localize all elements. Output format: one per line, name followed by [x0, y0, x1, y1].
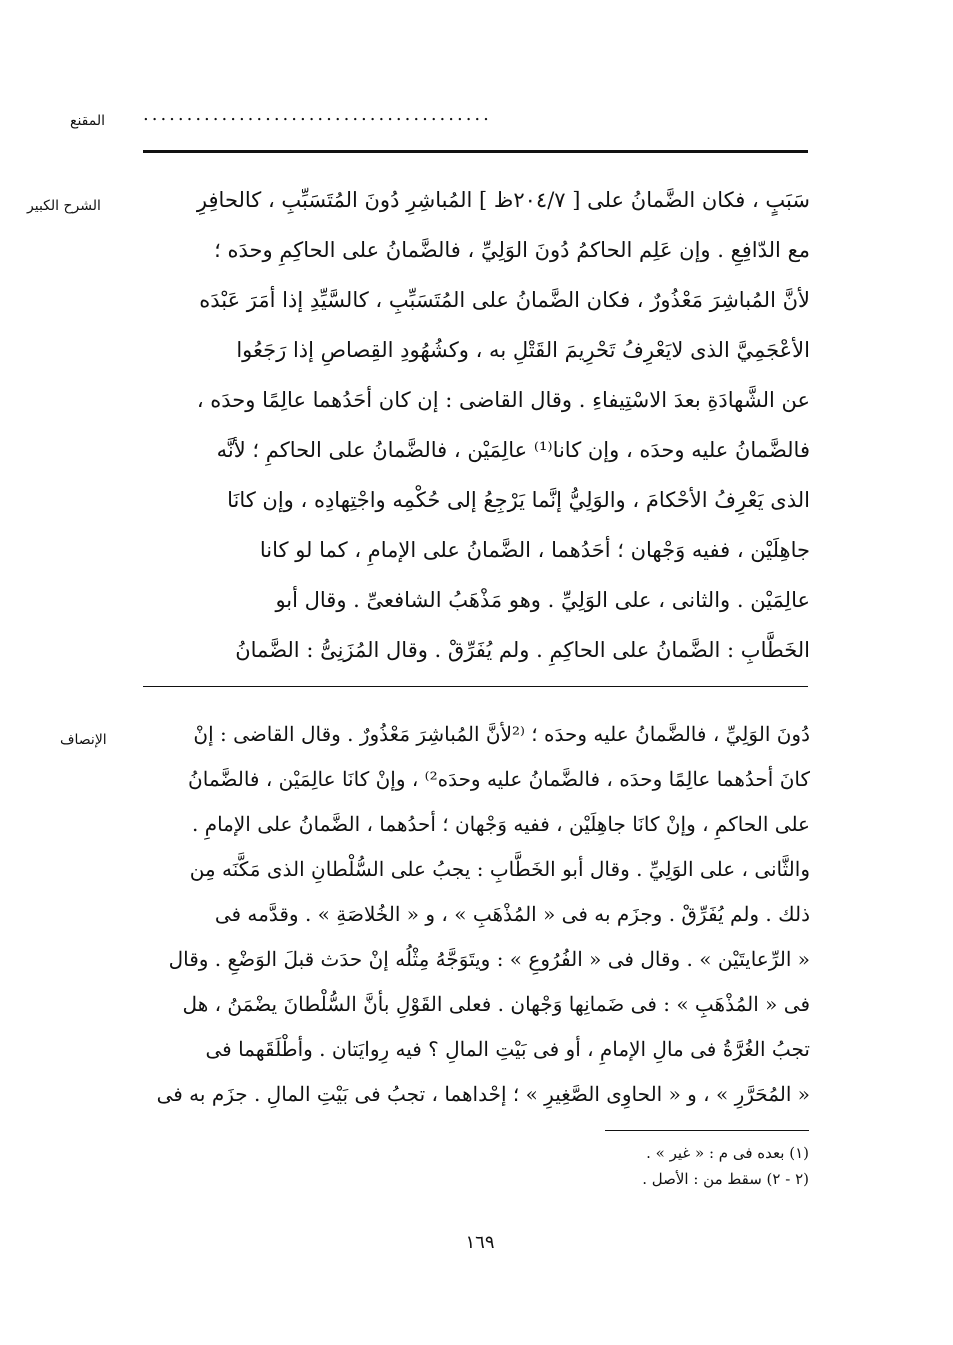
header-dots: ........................................	[143, 104, 492, 125]
insaf-line: تجبُ الغُرَّةُ فى مالِ الإمامِ ، أو فى بَيْتِ المالِ ؟ فيه رِوايَتان . وأطْلَقَهما فى	[205, 1037, 810, 1061]
sharh-line: لأنَّ المُباشِرَ مَعْذُورٌ ، فكان الضَّمانُ على المُتَسَبِّبِ ، كالسَّيِّدِ إذا أمَرَ عَبْدَه	[199, 288, 810, 312]
sharh-text	[135, 175, 810, 675]
sharh-line: سَبَبٍ ، فكان الضَّمانُ على [ ٢٠٤/٧ظ ] المُباشِرِ دُونَ المُتَسَبِّبِ ، كالحافِرِ	[196, 188, 810, 212]
header-rule	[143, 150, 808, 153]
sharh-line: جاهِلَيْن ، ففيه وَجْهان ؛ أحَدُهما ، الضَّمانُ على الإمامِ ، كما لو كانا	[259, 538, 810, 562]
page-number: ١٦٩	[465, 1232, 495, 1253]
sharh-line: مع الدّافِعِ . وإن عَلِم الحاكمُ دُونَ الوَلِيِّ ، فالضَّمانُ على الحاكِمِ وحدَه ؛	[214, 238, 810, 262]
sharh-line: الذى يَعْرِفُ الأحْكامَ ، والوَلِيُّ إنَّما يَرْجِعُ إلى حُكْمِه واجْتِهادِه ، وإن كانَا	[227, 488, 810, 512]
footnote-rule	[605, 1130, 809, 1131]
insaf-label: الإنصاف	[60, 732, 107, 748]
footnotes	[500, 1140, 809, 1192]
sharh-line: الخَطَّابِ : الضَّمانُ على الحاكِمِ . ولم يُفَرِّقْ . وقال المُزَنِىُّ : الضَّمانُ	[235, 638, 810, 662]
sharh-line: عالِمَيْن . والثانى ، على الوَلِيِّ . وهو مَذْهَبُ الشافعىِّ . وقال أبو	[275, 588, 810, 612]
insaf-line: كانَ أحدُهما عالِمًا وحدَه ، فالضَّمانُ عليه وحدَه²⁾ ، وإنْ كانَا عالِمَيْن ، فالضَّمانُ	[188, 767, 810, 791]
footnote: (٢ - ٢) سقط من : الأصل .	[642, 1170, 809, 1188]
sharh-label: الشرح الكبير	[27, 198, 101, 214]
sharh-line: فالضَّمانُ عليه وحدَه ، وإن كانا⁽¹⁾ عالِمَيْن ، فالضَّمانُ على الحاكمِ ؛ لأنَّه	[216, 438, 810, 462]
insaf-line: على الحاكمِ ، وإنْ كانَا جاهِلَيْن ، ففيه وَجْهان ؛ أحدُهما ، الضَّمانُ على الإمامِ .	[191, 812, 810, 836]
insaf-line: فى « المُذْهَبِ » : فى ضَمانِها وَجْهان . فعلى القَوْلِ بأنَّ السُّلْطانَ يضْمَنُ ، هل	[182, 992, 810, 1016]
insaf-line: دُونَ الوَلِيِّ ، فالضَّمانُ عليه وحدَه ؛ ⁽²لأنَّ المُباشِرَ مَعْذُورٌ . وقال القاضى : إنْ	[193, 722, 810, 746]
section-divider	[143, 686, 808, 687]
running-title: المقنع	[70, 113, 106, 129]
insaf-line: « المُحَرَّرِ » ، و « الحاوِى الصَّغِيرِ » ؛ إحْداهما ، تجبُ فى بَيْتِ المالِ . جزَم به فى	[156, 1082, 810, 1106]
sharh-line: الأعْجَمِيَّ الذى لايَعْرِفُ تَحْرِيمَ القَتْلِ به ، وكشُهُودِ القِصاصِ إذا رَجَعُوا	[236, 338, 810, 362]
insaf-line: والثَّانى ، على الوَلِيِّ . وقال أبو الخَطَّابِ : يجبُ على السُّلْطانِ الذى مَكَّنَه مِن	[189, 857, 810, 881]
insaf-line: « الرِّعايتَيْن » . وقال فى « الفُرُوعِ » : ويتَوَجَّهُ مِثْلُه إنْ حدَث قبلَ الوَضْعِ . وقال	[168, 947, 810, 971]
sharh-line: عن الشَّهادَةِ بعدَ الاسْتِيفاءِ . وقال القاضى : إن كان أحَدُهما عالِمًا وحدَه ،	[196, 388, 810, 412]
insaf-line: ذلك . ولم يُفَرِّقْ . وجزَم به فى « المُذْهَبِ » ، و « الخُلاصَةِ » . وقدَّمه فى	[214, 902, 810, 926]
footnote: (١) بعده فى م : « غير » .	[646, 1144, 809, 1162]
insaf-text	[135, 712, 810, 1117]
